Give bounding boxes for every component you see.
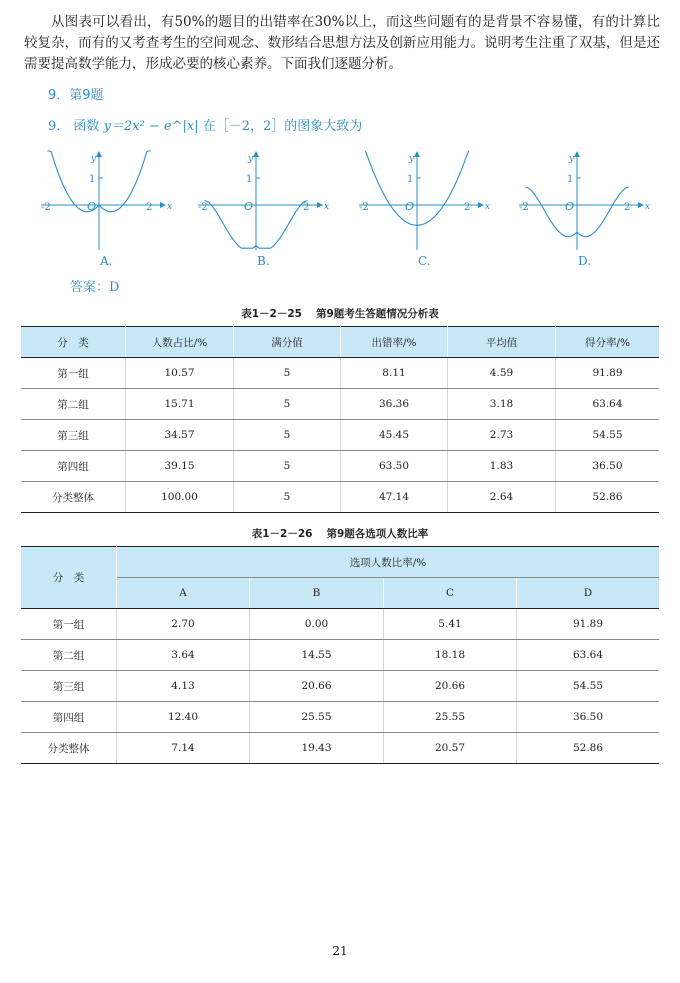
- option-label-c: C.: [418, 254, 431, 268]
- table-cell: 15.71: [126, 389, 234, 420]
- graph-a-origin-label: O: [87, 200, 97, 213]
- table-cell: 20.66: [384, 671, 517, 702]
- table2-caption-title: 第9题各选项人数比率: [326, 528, 429, 540]
- table-cell: 100.00: [126, 482, 234, 513]
- table-cell: 36.36: [341, 389, 448, 420]
- table2-caption-num: 表1－2－26: [251, 528, 313, 540]
- option-graphs: [0, 140, 680, 270]
- table1-header-cell: 满分值: [234, 327, 341, 358]
- table2-group-header: 选项人数比率/%: [117, 547, 660, 578]
- graph-b-x-label: x: [324, 202, 330, 212]
- table-cell: 14.55: [250, 640, 384, 671]
- graph-a-x-label: x: [167, 202, 173, 212]
- table-cell: 4.13: [117, 671, 250, 702]
- table1-header-cell: 平均值: [448, 327, 556, 358]
- table-row: [21, 671, 659, 702]
- table-cell: 第二组: [21, 640, 117, 671]
- table2-caption: [0, 526, 680, 541]
- intro-paragraph: 从图表可以看出，有50%的题目的出错率在30%以上，而这些问题有的是背景不容易懂，有的计算比较复杂，而有的又考查考生的空间观念、数形结合思想方法及创新应用能力。说明考生注重了双基，但是还需要提高数学能力，形成必要的核心素养。下面我们逐题分析。: [24, 14, 660, 72]
- table-cell: 5: [234, 358, 341, 389]
- question-heading: 9．第9题: [48, 88, 104, 103]
- table-cell: 分类整体: [21, 482, 126, 513]
- table2: [21, 546, 659, 764]
- graph-b-neg-two-label: -2: [198, 202, 208, 213]
- table-cell: 第二组: [21, 389, 126, 420]
- answer-text: 答案：D: [70, 280, 120, 295]
- table-cell: 7.14: [117, 733, 250, 764]
- table-cell: 54.55: [556, 420, 660, 451]
- table-cell: 5: [234, 420, 341, 451]
- graph-b-y-label: y: [248, 154, 254, 164]
- table-cell: 分类整体: [21, 733, 117, 764]
- table-cell: 3.18: [448, 389, 556, 420]
- graph-c-origin-label: O: [405, 200, 415, 213]
- table1-caption-title: 第9题考生答题情况分析表: [315, 308, 439, 320]
- table-cell: 第一组: [21, 609, 117, 640]
- table-row: [21, 451, 659, 482]
- table2-subheader-row: [21, 578, 659, 609]
- table-cell: 54.55: [517, 671, 660, 702]
- table-row: [21, 389, 659, 420]
- graph-layer: [41, 151, 650, 250]
- table-cell: 20.57: [384, 733, 517, 764]
- table2-header-cell: D: [517, 578, 660, 609]
- table-cell: 47.14: [341, 482, 448, 513]
- question-prefix: 函数: [73, 119, 100, 134]
- graph-d-one-label: 1: [567, 174, 574, 185]
- table-cell: 第三组: [21, 420, 126, 451]
- table-cell: 25.55: [250, 702, 384, 733]
- table-cell: 20.66: [250, 671, 384, 702]
- option-label-d: D.: [578, 254, 592, 268]
- table-cell: 19.43: [250, 733, 384, 764]
- table-cell: 34.57: [126, 420, 234, 451]
- table-cell: 4.59: [448, 358, 556, 389]
- intro-text: [24, 12, 660, 75]
- table2-header-row: [21, 547, 659, 578]
- page-number: 21: [332, 944, 348, 958]
- table-row: [21, 609, 659, 640]
- table-cell: 63.50: [341, 451, 448, 482]
- table-cell: 91.89: [517, 609, 660, 640]
- graph-a-neg-two-label: -2: [41, 202, 51, 213]
- table-cell: 第四组: [21, 451, 126, 482]
- table-cell: 10.57: [126, 358, 234, 389]
- option-label-a: A.: [100, 254, 113, 268]
- table-cell: 第三组: [21, 671, 117, 702]
- table-row: [21, 702, 659, 733]
- table-row: [21, 733, 659, 764]
- table1: [21, 326, 659, 513]
- table-cell: 5.41: [384, 609, 517, 640]
- graph-d-y-label: y: [569, 154, 575, 164]
- table-cell: 5: [234, 451, 341, 482]
- table-cell: 45.45: [341, 420, 448, 451]
- table-cell: 91.89: [556, 358, 660, 389]
- graph-d-pos-two-label: 2: [624, 202, 631, 213]
- table-cell: 第一组: [21, 358, 126, 389]
- question-formula: y＝2x² − e^|x|: [103, 119, 199, 134]
- table-cell: 36.50: [556, 451, 660, 482]
- table1-header-row: [21, 327, 659, 358]
- question-number: 9．: [48, 119, 70, 134]
- graph-d-x-label: x: [645, 202, 651, 212]
- graph-b-one-label: 1: [246, 174, 253, 185]
- option-label-b: B.: [257, 254, 270, 268]
- table-row: [21, 420, 659, 451]
- graph-c-one-label: 1: [407, 174, 414, 185]
- table-cell: 63.64: [517, 640, 660, 671]
- table-cell: 2.64: [448, 482, 556, 513]
- table-cell: 2.70: [117, 609, 250, 640]
- question-suffix: 在［－2，2］的图象大致为: [202, 119, 363, 134]
- graph-d-neg-two-label: -2: [519, 202, 529, 213]
- graph-d-origin-label: O: [565, 200, 575, 213]
- table-row: [21, 358, 659, 389]
- table-cell: 63.64: [556, 389, 660, 420]
- table-cell: 5: [234, 389, 341, 420]
- graph-c-pos-two-label: 2: [464, 202, 471, 213]
- table-cell: 8.11: [341, 358, 448, 389]
- table1-header-cell: 出错率/%: [341, 327, 448, 358]
- graph-b-origin-label: O: [244, 200, 254, 213]
- table-cell: 第四组: [21, 702, 117, 733]
- table1-header-cell: 得分率/%: [556, 327, 660, 358]
- table-cell: 39.15: [126, 451, 234, 482]
- table-cell: 12.40: [117, 702, 250, 733]
- table1-header-cell: 人数占比/%: [126, 327, 234, 358]
- table-row: [21, 640, 659, 671]
- graph-a-pos-two-label: 2: [146, 202, 153, 213]
- table-cell: 5: [234, 482, 341, 513]
- table-cell: 2.73: [448, 420, 556, 451]
- graph-a-y-label: y: [91, 154, 97, 164]
- graph-c-neg-two-label: -2: [359, 202, 369, 213]
- table-cell: 18.18: [384, 640, 517, 671]
- graph-b-pos-two-label: 2: [303, 202, 310, 213]
- graph-c-y-label: y: [409, 154, 415, 164]
- question-text: [48, 115, 362, 134]
- graph-c-x-label: x: [485, 202, 491, 212]
- table-cell: 1.83: [448, 451, 556, 482]
- table-row: [21, 482, 659, 513]
- table2-header-cell: B: [250, 578, 384, 609]
- table2-header-cell: C: [384, 578, 517, 609]
- table-cell: 25.55: [384, 702, 517, 733]
- table1-caption: [0, 306, 680, 321]
- table-cell: 52.86: [556, 482, 660, 513]
- table1-caption-num: 表1－2－25: [241, 308, 302, 320]
- table2-corner-header: 分 类: [21, 547, 117, 609]
- table1-header-cell: 分 类: [21, 327, 126, 358]
- table-cell: 0.00: [250, 609, 384, 640]
- table-cell: 3.64: [117, 640, 250, 671]
- table2-header-cell: A: [117, 578, 250, 609]
- table-cell: 36.50: [517, 702, 660, 733]
- graph-a-one-label: 1: [89, 174, 96, 185]
- table-cell: 52.86: [517, 733, 660, 764]
